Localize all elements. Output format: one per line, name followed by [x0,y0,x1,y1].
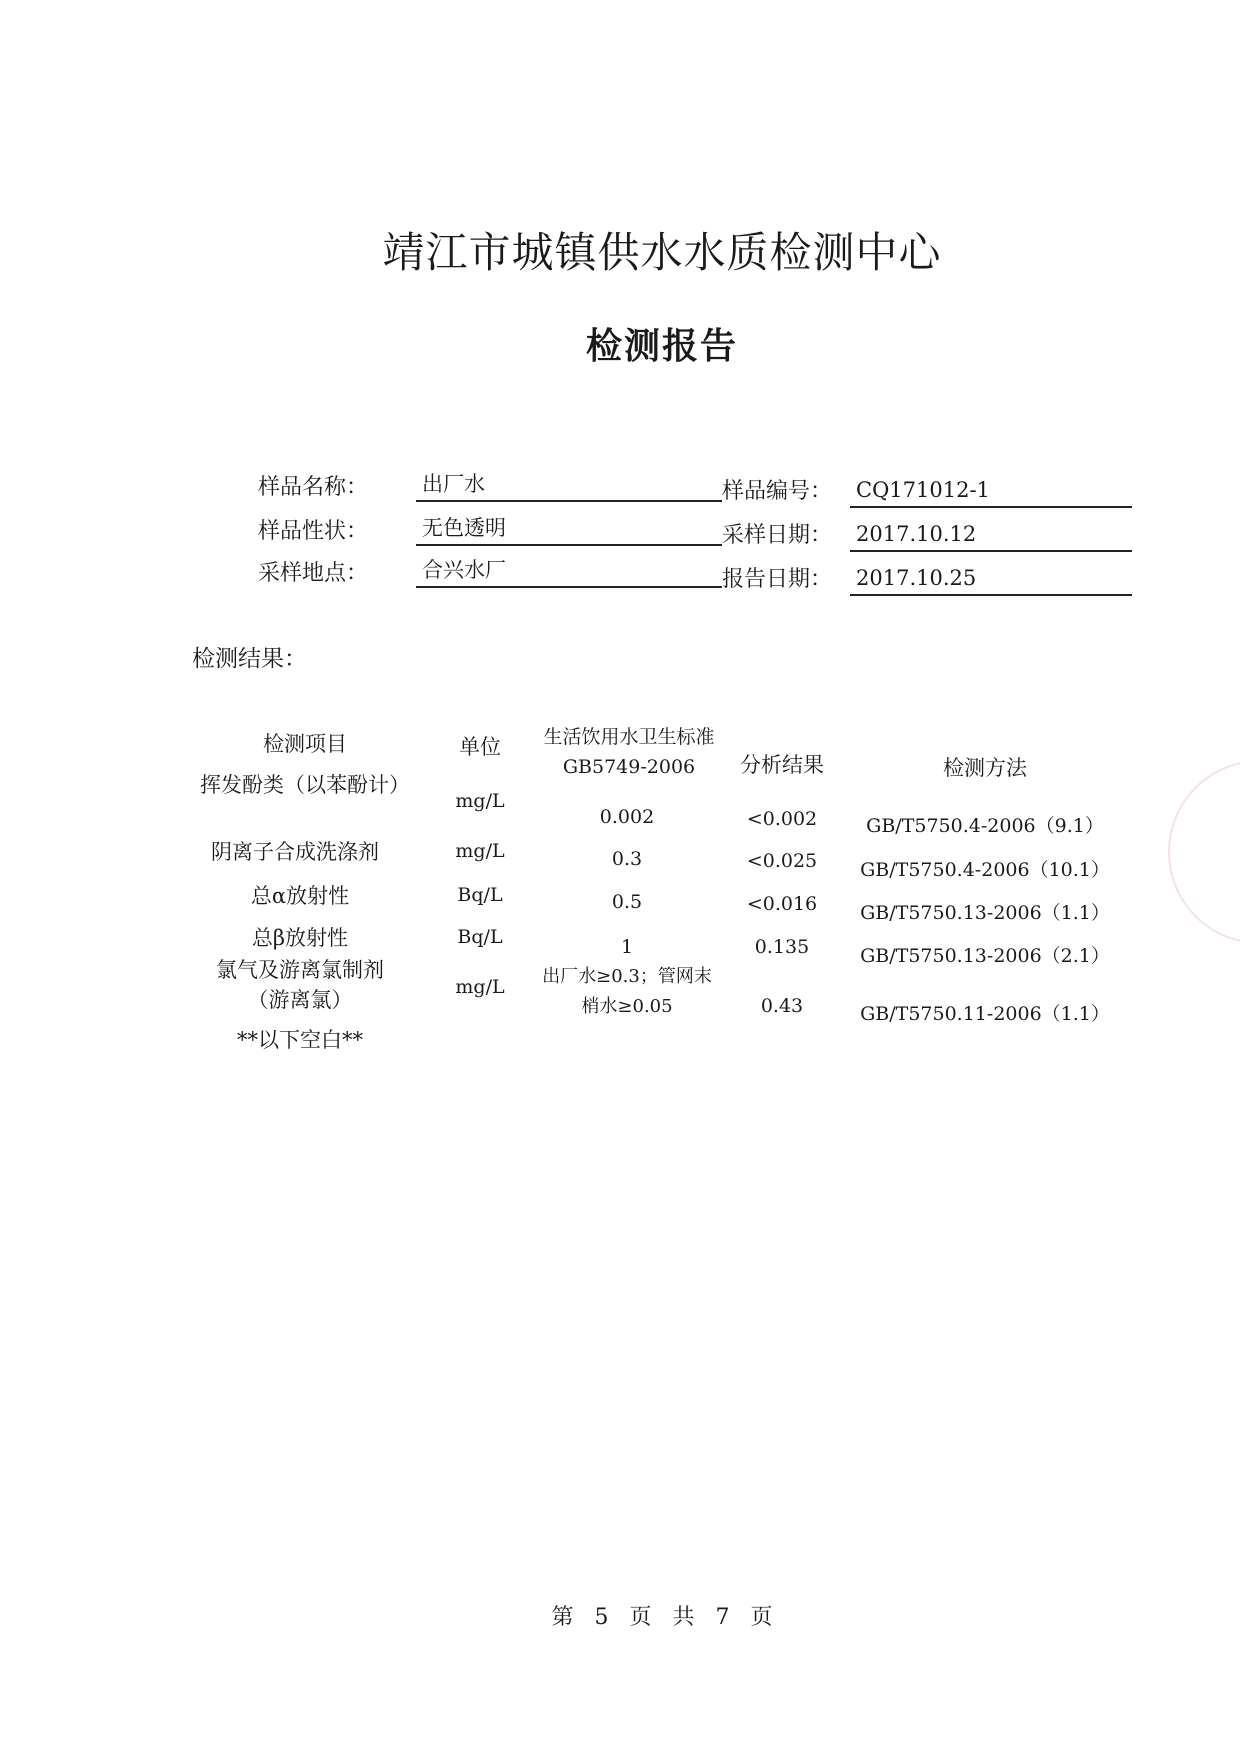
row1-standard: 0.002 [599,806,655,828]
header-unit: 单位 [459,735,501,759]
row2-method: GB/T5750.4-2006（10.1） [860,859,1110,881]
sample-no-value: CQ171012-1 [850,476,1132,508]
header-standard: 生活饮用水卫生标准GB5749-2006 [543,726,715,778]
report-title: 检测报告 [585,325,738,367]
row5-result: 0.43 [760,995,804,1017]
row3-result: <0.016 [746,893,818,915]
row4-result: 0.135 [754,936,810,958]
row5-standard: 出厂水≥0.3；管网末梢水≥0.05 [542,966,712,1017]
page-footer: 第 5 页 共 7 页 [551,1605,773,1630]
row1-item: 挥发酚类（以苯酚计） [200,773,410,797]
org-title: 靖江市城镇供水水质检测中心 [382,228,942,277]
row2-standard: 0.3 [611,848,643,870]
row1-result: <0.002 [746,808,818,830]
row4-standard: 1 [620,936,634,958]
sample-no-label: 样品编号： [722,479,833,504]
row4-method: GB/T5750.13-2006（2.1） [860,945,1110,967]
row2-item: 阴离子合成洗涤剂 [211,840,379,864]
sampling-site-label: 采样地点： [258,561,369,586]
header-method: 检测方法 [943,756,1027,780]
sample-name-value: 出厂水 [416,470,722,502]
sampling-site-value: 合兴水厂 [416,556,722,588]
sample-state-label: 样品性状： [258,519,369,544]
row2-unit: mg/L [455,840,505,862]
row1-unit: mg/L [455,790,505,812]
results-label: 检测结果： [192,646,307,672]
report-date-value: 2017.10.25 [850,564,1132,596]
row3-unit: Bq/L [457,884,503,906]
sampling-date-value: 2017.10.12 [850,520,1132,552]
header-item: 检测项目 [263,732,347,756]
sample-name-label: 样品名称： [258,475,369,500]
row3-item: 总α放射性 [250,884,350,908]
header-result: 分析结果 [740,753,824,777]
row4-unit: Bq/L [457,926,503,948]
row5-unit: mg/L [455,976,505,998]
row5-method: GB/T5750.11-2006（1.1） [860,1003,1110,1025]
report-date-label: 报告日期： [722,567,833,592]
sampling-date-label: 采样日期： [722,523,833,548]
row1-method: GB/T5750.4-2006（9.1） [866,815,1104,837]
row3-method: GB/T5750.13-2006（1.1） [860,902,1110,924]
sample-state-value: 无色透明 [416,514,722,546]
table-end-note: **以下空白** [237,1028,363,1052]
row5-item: 氯气及游离氯制剂（游离氯） [216,958,384,1012]
row2-result: <0.025 [746,850,818,872]
stamp-mark [1168,760,1240,944]
row4-item: 总β放射性 [251,926,349,950]
row3-standard: 0.5 [611,891,643,913]
